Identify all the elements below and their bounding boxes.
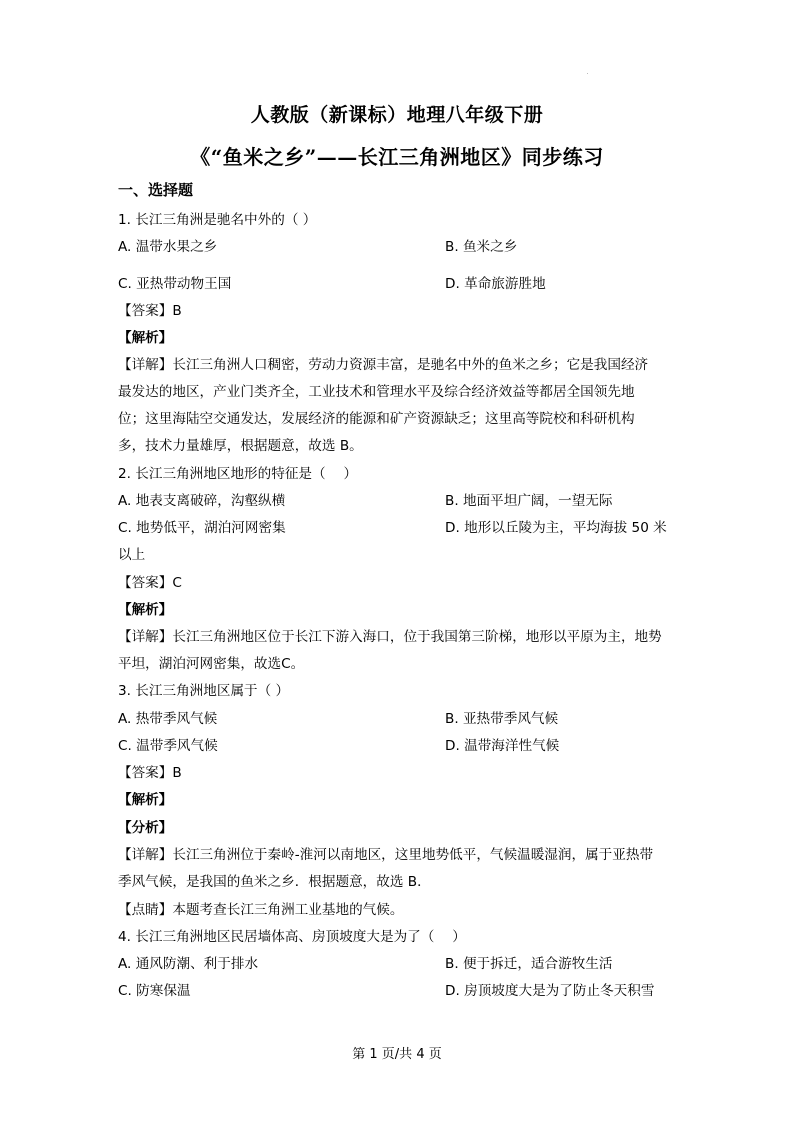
question-1-detail-line: 最发达的地区，产业门类齐全，工业技术和管理水平及综合经济效益等都居全国领先地 <box>118 384 635 400</box>
question-3-fenxi-label: 【分析】 <box>118 820 173 836</box>
document-subtitle: 《“鱼米之乡”——长江三角洲地区》同步练习 <box>190 145 604 169</box>
question-2-stem: 2. 长江三角洲地区地形的特征是（ ） <box>118 466 358 482</box>
scan-dot <box>587 73 588 74</box>
question-1-option-d: D. 革命旅游胜地 <box>445 276 546 292</box>
question-3-detail-line: 季风气候，是我国的鱼米之乡．根据题意，故选 B． <box>118 874 431 890</box>
question-1-detail-line: 多，技术力量雄厚，根据题意，故选 B。 <box>118 438 363 454</box>
question-2-option-d: D. 地形以丘陵为主，平均海拔 50 米 <box>445 520 667 536</box>
question-3-option-c: C. 温带季风气候 <box>118 738 218 754</box>
question-1-option-b: B. 鱼米之乡 <box>445 239 518 255</box>
question-2-detail-line: 平坦，湖泊河网密集，故选C。 <box>118 656 305 672</box>
question-1-analysis-label: 【解析】 <box>118 330 173 346</box>
question-2-option-b: B. 地面平坦广阔，一望无际 <box>445 493 613 509</box>
question-1-detail-line: 【详解】长江三角洲人口稠密，劳动力资源丰富，是驰名中外的鱼米之乡；它是我国经济 <box>118 357 649 373</box>
question-1-answer: 【答案】B <box>118 303 182 319</box>
question-1-detail-line: 位；这里海陆空交通发达，发展经济的能源和矿产资源缺乏；这里高等院校和科研机构 <box>118 411 635 427</box>
question-3-analysis-label: 【解析】 <box>118 792 173 808</box>
question-4-option-b: B. 便于拆迁，适合游牧生活 <box>445 956 613 972</box>
question-4-option-c: C. 防寒保温 <box>118 983 191 999</box>
question-2-option-d-continued: 以上 <box>118 547 146 563</box>
section-heading: 一、选择题 <box>118 181 194 199</box>
question-2-analysis-label: 【解析】 <box>118 602 173 618</box>
question-3-detail-line: 【详解】长江三角洲位于秦岭-淮河以南地区，这里地势低平，气候温暖湿润，属于亚热带 <box>118 847 654 863</box>
page-footer: 第 1 页/共 4 页 <box>352 1047 442 1062</box>
question-3-note: 【点睛】本题考查长江三角洲工业基地的气候。 <box>118 902 404 918</box>
question-1-option-a: A. 温带水果之乡 <box>118 239 218 255</box>
question-3-option-d: D. 温带海洋性气候 <box>445 738 560 754</box>
question-4-option-a: A. 通风防潮、利于排水 <box>118 956 259 972</box>
question-3-stem: 3. 长江三角洲地区属于（ ） <box>118 683 290 699</box>
question-3-answer: 【答案】B <box>118 765 182 781</box>
question-3-option-b: B. 亚热带季风气候 <box>445 711 559 727</box>
question-3-option-a: A. 热带季风气候 <box>118 711 218 727</box>
document-title: 人教版（新课标）地理八年级下册 <box>250 104 544 126</box>
question-1-stem: 1. 长江三角洲是驰名中外的（ ） <box>118 212 317 228</box>
question-4-option-d: D. 房顶坡度大是为了防止冬天积雪 <box>445 983 655 999</box>
question-4-stem: 4. 长江三角洲地区民居墙体高、房顶坡度大是为了（ ） <box>118 929 466 945</box>
question-2-answer: 【答案】C <box>118 575 182 591</box>
question-1-option-c: C. 亚热带动物王国 <box>118 276 232 292</box>
question-2-detail-line: 【详解】长江三角洲地区位于长江下游入海口，位于我国第三阶梯，地形以平原为主，地势 <box>118 629 662 645</box>
question-2-option-c: C. 地势低平，湖泊河网密集 <box>118 520 286 536</box>
question-2-option-a: A. 地表支离破碎，沟壑纵横 <box>118 493 286 509</box>
